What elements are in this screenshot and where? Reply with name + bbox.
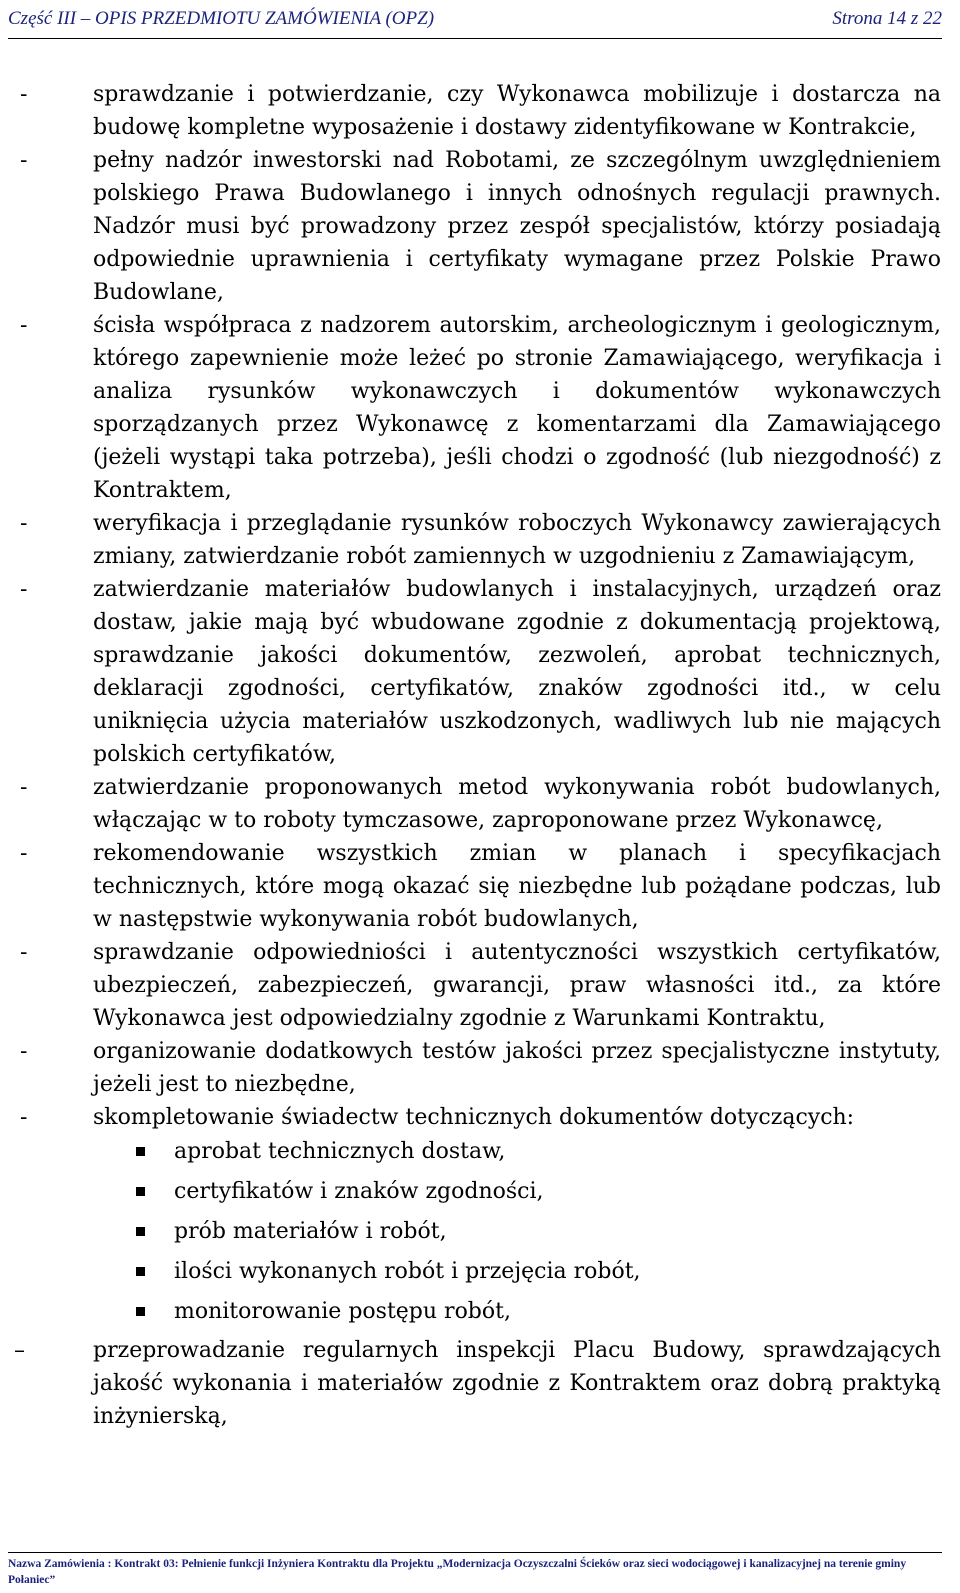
document-body	[0, 78, 960, 1433]
sub-list-item	[0, 1214, 960, 1254]
list-item	[0, 309, 960, 507]
list-marker: –	[14, 1338, 25, 1363]
list-item	[0, 78, 960, 144]
sub-list-item	[0, 1134, 960, 1174]
sub-list-item	[0, 1174, 960, 1214]
square-bullet-icon	[136, 1147, 145, 1156]
sub-list-item-text: certyfikatów i znaków zgodności,	[174, 1179, 544, 1204]
square-bullet-icon	[136, 1227, 145, 1236]
list-marker: -	[20, 148, 28, 173]
sub-list-item-text: ilości wykonanych robót i przejęcia robót,	[174, 1259, 641, 1284]
list-item-text: zatwierdzanie proponowanych metod wykonywania robót budowlanych, włączając w to roboty tymczasowe, zaproponowane przez Wykonawcę,	[93, 775, 941, 833]
list-item	[0, 837, 960, 936]
list-item-text: zatwierdzanie materiałów budowlanych i instalacyjnych, urządzeń oraz dostaw, jakie mają być wbudowane zgodnie z dokumentacją projektową, sprawdzanie jakości dokumentów, zezwoleń, aprobat technicznych, deklaracji zgodności, certyfikatów, znaków zgodności itd., w celu uniknięcia użycia materiałów uszkodzonych, wadliwych lub nie mających polskich certyfikatów,	[93, 577, 941, 767]
list-marker: -	[20, 1105, 28, 1130]
list-item-text: przeprowadzanie regularnych inspekcji Placu Budowy, sprawdzających jakość wykonania i materiałów zgodnie z Kontraktem oraz dobrą praktyką inżynierską,	[93, 1338, 941, 1429]
list-marker: -	[20, 82, 28, 107]
list-item	[0, 144, 960, 309]
list-item-text: sprawdzanie i potwierdzanie, czy Wykonawca mobilizuje i dostarcza na budowę kompletne wyposażenie i dostawy zidentyfikowane w Kontrakcie,	[93, 82, 941, 140]
page-footer: Nazwa Zamówienia : Kontrakt 03: Pełnienie funkcji Inżyniera Kontraktu dla Projektu „Modernizacja Oczyszczalni Ścieków oraz sieci wodociągowej i kanalizacyjnej na terenie gminy Połaniec”	[8, 1552, 942, 1588]
list-item	[0, 507, 960, 573]
sub-list-item-text: prób materiałów i robót,	[174, 1219, 447, 1244]
list-item-text: organizowanie dodatkowych testów jakości przez specjalistyczne instytuty, jeżeli jest to niezbędne,	[93, 1039, 941, 1097]
square-bullet-icon	[136, 1267, 145, 1276]
list-marker: -	[20, 511, 28, 536]
list-item	[0, 936, 960, 1035]
list-item	[0, 771, 960, 837]
list-marker: -	[20, 577, 28, 602]
sub-list-item-text: monitorowanie postępu robót,	[174, 1299, 511, 1324]
list-marker: -	[20, 1039, 28, 1064]
list-item-text: ścisła współpraca z nadzorem autorskim, archeologicznym i geologicznym, którego zapewnienie może leżeć po stronie Zamawiającego, weryfikacja i analiza rysunków wykonawczych i dokumentów wykonawczych sporządzanych przez Wykonawcę z komentarzami dla Zamawiającego (jeżeli wystąpi taka potrzeba), jeśli chodzi o zgodność (lub niezgodność) z Kontraktem,	[93, 313, 941, 503]
page-number: Strona 14 z 22	[832, 8, 942, 29]
square-bullet-icon	[136, 1187, 145, 1196]
list-marker: -	[20, 841, 28, 866]
list-item-text: weryfikacja i przeglądanie rysunków roboczych Wykonawcy zawierających zmiany, zatwierdzanie robót zamiennych w uzgodnieniu z Zamawiającym,	[93, 511, 941, 569]
sub-list-item	[0, 1294, 960, 1334]
list-item	[0, 1101, 960, 1134]
sub-list-item-text: aprobat technicznych dostaw,	[174, 1139, 506, 1164]
list-item-text: skompletowanie świadectw technicznych dokumentów dotyczących:	[93, 1105, 855, 1130]
list-item-text: rekomendowanie wszystkich zmian w planach i specyfikacjach technicznych, które mogą okazać się niezbędne lub pożądane podczas, lub w następstwie wykonywania robót budowlanych,	[93, 841, 941, 932]
document-part-title: Część III – OPIS PRZEDMIOTU ZAMÓWIENIA (OPZ)	[8, 8, 435, 29]
list-item	[0, 1035, 960, 1101]
list-item	[0, 1334, 960, 1433]
list-marker: -	[20, 313, 28, 338]
list-marker: -	[20, 775, 28, 800]
list-item	[0, 573, 960, 771]
page-header	[8, 2, 942, 39]
list-item-text: sprawdzanie odpowiedniości i autentyczności wszystkich certyfikatów, ubezpieczeń, zabezpieczeń, gwarancji, praw własności itd., za które Wykonawca jest odpowiedzialny zgodnie z Warunkami Kontraktu,	[93, 940, 941, 1031]
list-item-text: pełny nadzór inwestorski nad Robotami, ze szczególnym uwzględnieniem polskiego Prawa Budowlanego i innych odnośnych regulacji prawnych. Nadzór musi być prowadzony przez zespół specjalistów, którzy posiadają odpowiednie uprawnienia i certyfikaty wymagane przez Polskie Prawo Budowlane,	[93, 148, 941, 305]
sub-list-item	[0, 1254, 960, 1294]
square-bullet-icon	[136, 1307, 145, 1316]
list-marker: -	[20, 940, 28, 965]
